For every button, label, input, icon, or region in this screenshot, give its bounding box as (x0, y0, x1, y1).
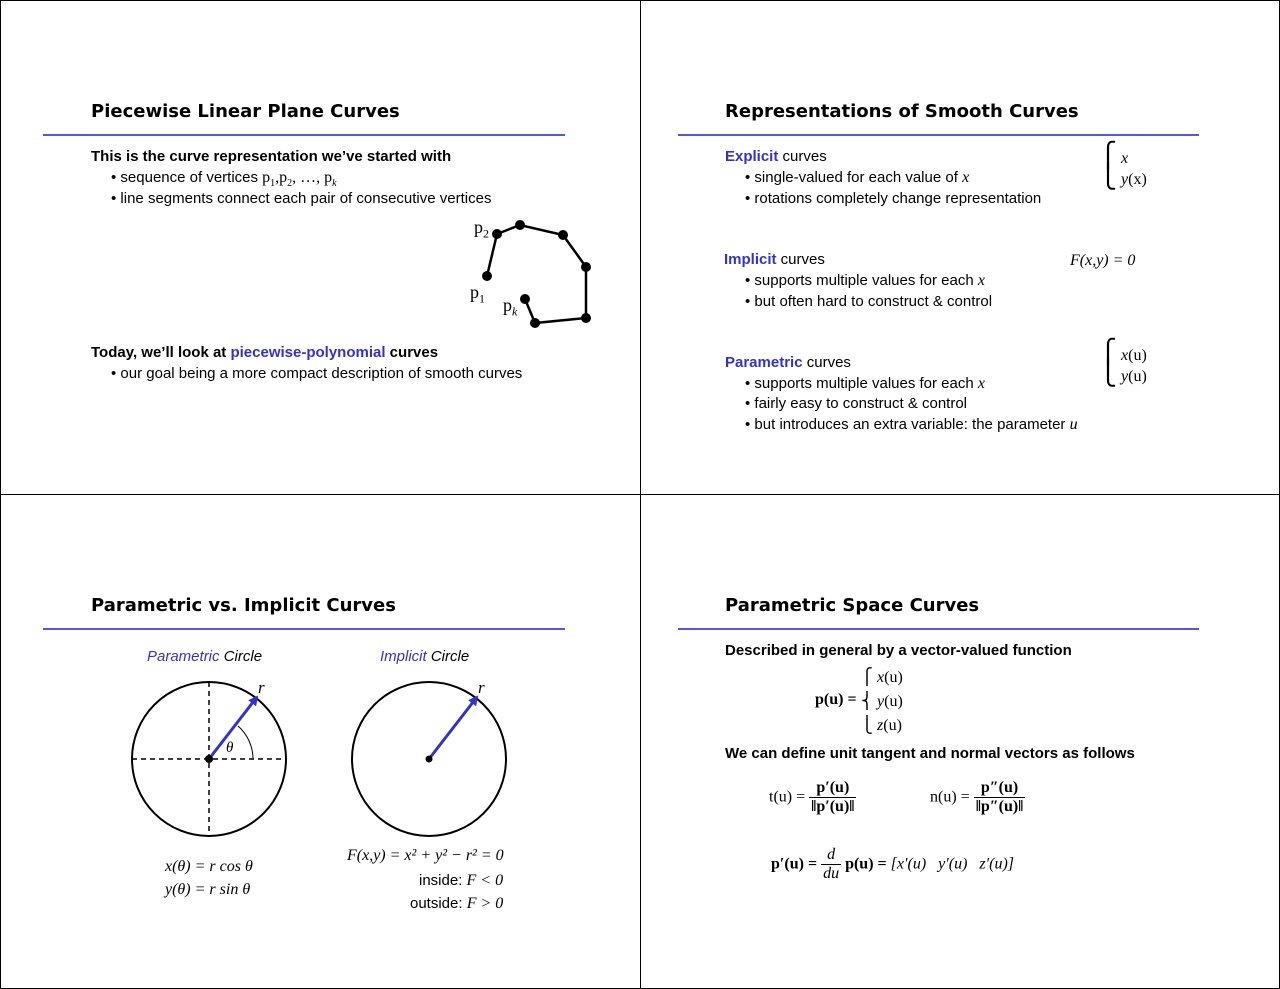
parametric-bullet-1: • supports multiple values for each x (745, 375, 985, 392)
today-text: Today, we’ll look at piecewise-polynomial curves (91, 344, 439, 361)
parametric-equation: ⎧ x(u) ⎩ y(u) (1099, 340, 1147, 387)
eq-x-theta: x(θ) = r cos θ (165, 858, 253, 875)
eq-implicit-circle: F(x,y) = x² + y² − r² = 0 (347, 847, 504, 864)
outside-row: outside: F > 0 (410, 895, 504, 912)
slide-parametric-vs-implicit (0, 494, 641, 989)
slide-parametric-space-curves (640, 494, 1280, 989)
parametric-heading: Parametric curves (725, 354, 851, 371)
bullet-segments: • line segments connect each pair of consecutive vertices (111, 190, 492, 207)
label-p2: $p_2$ (474, 217, 489, 241)
intro-text: This is the curve representation we’ve started with (91, 148, 452, 165)
parametric-bullet-3: • but introduces an extra variable: the parameter u (745, 416, 1078, 433)
slide-title: Parametric vs. Implicit Curves (91, 595, 396, 616)
p-vector: ⎧ x(u) ⎨ y(u) ⎩ z(u) (861, 669, 903, 734)
slide-piecewise-linear (0, 0, 641, 495)
polyline-diagram (1, 1, 641, 495)
radius-label-right: r (478, 678, 485, 697)
eq-y-theta: y(θ) = r sin θ (165, 881, 251, 898)
derivative-equation: p′(u) = $\frac{d}{du}$ p(u) = [x′(u) y′(u) z′(u)] (771, 846, 1015, 882)
radius-label-left: r (258, 678, 265, 697)
circle-diagrams (1, 495, 641, 989)
parametric-bullet-2: • fairly easy to construct & control (745, 395, 968, 412)
intro-text: Described in general by a vector-valued function (725, 642, 1072, 659)
implicit-bullet-1: • supports multiple values for each x (745, 272, 985, 289)
theta-label: θ (226, 740, 234, 756)
implicit-heading: Implicit curves (724, 251, 825, 268)
inside-row: inside: F < 0 (419, 872, 504, 889)
bullet-vertices: • sequence of vertices $p_1,p_2$, …, $p_k$ (111, 169, 337, 190)
p-lhs: p(u) = (815, 691, 857, 708)
explicit-bullet-1: • single-valued for each value of x (745, 169, 970, 186)
highlight-term: piecewise-polynomial (230, 344, 386, 361)
explicit-bullet-2: • rotations completely change representation (745, 190, 1042, 207)
title-rule (678, 134, 1199, 136)
label-p1: $p_1$ (470, 282, 485, 306)
explicit-heading: Explicit curves (725, 148, 827, 165)
implicit-equation: F(x,y) = 0 (1070, 252, 1136, 269)
explicit-equation: ⎧ x ⎩ y(x) (1099, 143, 1147, 190)
implicit-bullet-2: • but often hard to construct & control (745, 293, 993, 310)
slide-title: Parametric Space Curves (725, 595, 980, 616)
caption-parametric: Parametric Circle (147, 648, 263, 665)
label-pk: $p_k$ (503, 295, 518, 319)
vertex-list: $p_1,p_2$, …, $p_k$ (262, 169, 337, 190)
slide-title: Representations of Smooth Curves (725, 101, 1079, 122)
tangent-equation: t(u) = $\frac{p'(u)}{‖p'(u)‖}$ (769, 779, 855, 815)
unit-vectors-text: We can define unit tangent and normal vectors as follows (725, 745, 1135, 762)
caption-implicit: Implicit Circle (380, 648, 470, 665)
title-rule (678, 628, 1199, 630)
bullet-text: sequence of vertices (120, 169, 258, 186)
normal-equation: n(u) = $\frac{p''(u)}{‖p''(u)‖}$ (930, 779, 1024, 815)
bullet-goal: • our goal being a more compact description of smooth curves (111, 365, 523, 382)
slide-title: Piecewise Linear Plane Curves (91, 101, 400, 122)
slide-representations (640, 0, 1280, 495)
